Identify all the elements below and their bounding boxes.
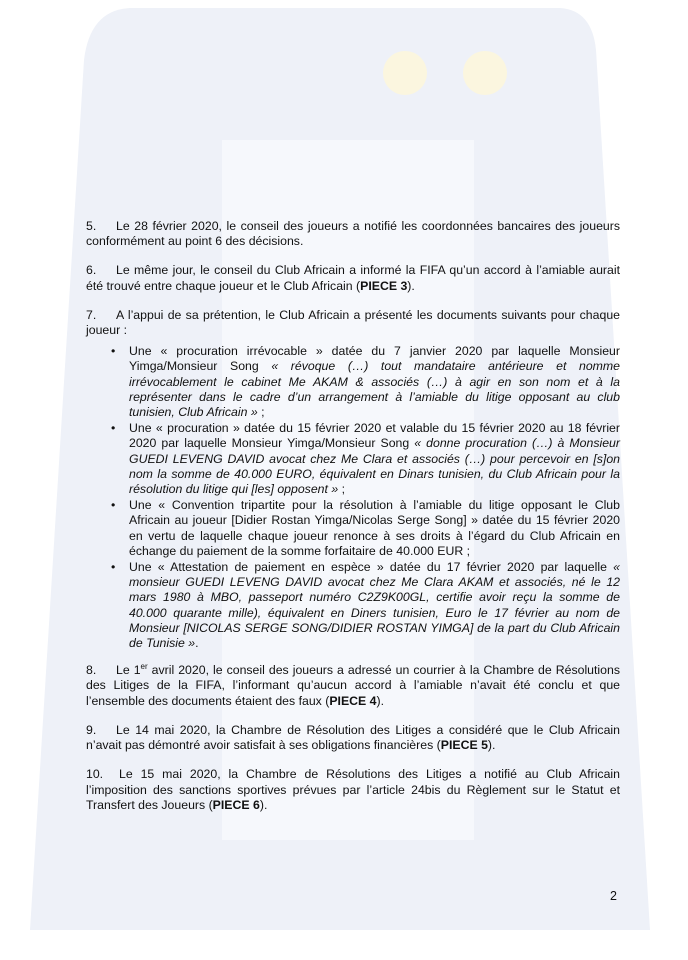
paragraph-number: 8. — [86, 663, 97, 678]
paragraph-text: Le 1 — [116, 663, 141, 678]
list-item-quote: « donne procuration (…) à Monsieur GUEDI LEVENG DAVID avocat chez Me Clara et associés (…) pour percevoir en [s]on nom la somme de 40.000 EURO, équivalent en Dinars tunisien, du Club Africain pour la résolution du litige qui [les] opposent » — [129, 436, 620, 497]
piece-reference: PIECE 5 — [440, 738, 488, 753]
paragraph-close: ). — [407, 278, 415, 293]
piece-reference: PIECE 3 — [360, 278, 408, 293]
document-list — [86, 344, 620, 651]
paragraph-number: 6. — [86, 263, 97, 278]
paragraph-text: A l’appui de sa prétention, le Club Africain a présenté les documents suivants pour chaque joueur : — [86, 307, 620, 338]
list-item-text: Une « Attestation de paiement en espèce » datée du 17 février 2020 par laquelle — [129, 560, 614, 575]
paragraph-number: 5. — [86, 219, 97, 233]
paragraph-close: ). — [259, 797, 268, 812]
piece-reference: PIECE 6 — [212, 797, 260, 812]
paragraph-number: 10. — [86, 767, 104, 782]
paragraph-5 — [86, 219, 620, 249]
paragraph-9 — [86, 723, 620, 753]
list-item-end: . — [195, 636, 199, 651]
paragraph-text: Le 14 mai 2020, la Chambre de Résolution des Litiges a considéré que le Club Africain n’avait pas démontré avoir satisfait à ses obligations financières ( — [86, 722, 620, 753]
list-item-text: Une « procuration irrévocable » datée du 7 janvier 2020 par laquelle Monsieur Yimga/Monsieur Song — [129, 344, 620, 374]
page-number: 2 — [610, 889, 617, 903]
watermark-left-dot — [383, 51, 427, 95]
paragraph-text: Le 28 février 2020, le conseil des joueurs a notifié les coordonnées bancaires des joueurs conformément au point 6 des décisions. — [86, 219, 620, 249]
list-item — [129, 560, 620, 651]
paragraph-text: Le même jour, le conseil du Club Africain a informé la FIFA qu’un accord à l’amiable aurait été trouvé entre chaque joueur et le Club Africain ( — [86, 263, 620, 293]
paragraph-text-cont: avril 2020, le conseil des joueurs a adressé un courrier à la Chambre de Résolutions des Litiges de la FIFA, l’informant qu’aucun accord à l’amiable n’avait été conclu et que l’ensemble des documents étaient des faux ( — [86, 663, 620, 708]
paragraph-7 — [86, 308, 620, 338]
paragraph-10 — [86, 767, 620, 813]
list-item — [129, 344, 620, 420]
list-item-text: Une « procuration » datée du 15 février 2020 et valable du 15 février 2020 au 18 février 2020 par laquelle Monsieur Yimga/Monsieur Song — [129, 421, 620, 451]
paragraph-number: 9. — [86, 722, 97, 737]
watermark-right-dot — [463, 51, 507, 95]
document-body — [86, 219, 620, 827]
paragraph-6 — [86, 263, 620, 293]
list-item-end: ; — [338, 482, 346, 497]
paragraph-text: Le 15 mai 2020, la Chambre de Résolutions des Litiges a notifié au Club Africain l’imposition des sanctions sportives prévues par l’article 24bis du Règlement sur le Statut et Transfert des Joueurs ( — [86, 767, 620, 812]
ordinal-superscript: er — [140, 662, 148, 672]
list-item — [129, 498, 620, 559]
paragraph-8 — [86, 663, 620, 709]
list-item-quote: « monsieur GUEDI LEVENG DAVID avocat chez Me Clara AKAM et associés, né le 12 mars 1980 à MBO, passeport numéro C2Z9K00GL, certifie avoir reçu la somme de 40.000 quarante mille), équivalent en Diners tunisien, Euro le 17 février au nom de Monsieur [NICOLAS SERGE SONG/DIDIER ROSTAN YIMGA] de la part du Club Africain de Tunisie » — [129, 560, 620, 651]
list-item-quote: « révoque (…) tout mandataire antérieure et nomme irrévocablement le cabinet Me AKAM & associés (…) à agir en son nom et à la représenter dans le cadre d’un arrangement à l’amiable du litige opposant au club tunisien, Club Africain » — [129, 359, 620, 420]
list-item-end: ; — [257, 405, 265, 420]
list-item-text: Une « Convention tripartite pour la résolution à l’amiable du litige opposant le Club Africain au joueur [Didier Rostan Yimga/Nicolas Serge Song] » datée du 15 février 2020 en vertu de laquelle chaque joueur renonce à ses droits à l’égard du Club Africain en échange du paiement de la somme forfaitaire de 40.000 EUR ; — [129, 498, 620, 558]
piece-reference: PIECE 4 — [329, 693, 377, 708]
paragraph-close: ). — [376, 693, 385, 708]
paragraph-number: 7. — [86, 307, 97, 322]
paragraph-close: ). — [487, 738, 496, 753]
list-item — [129, 421, 620, 497]
